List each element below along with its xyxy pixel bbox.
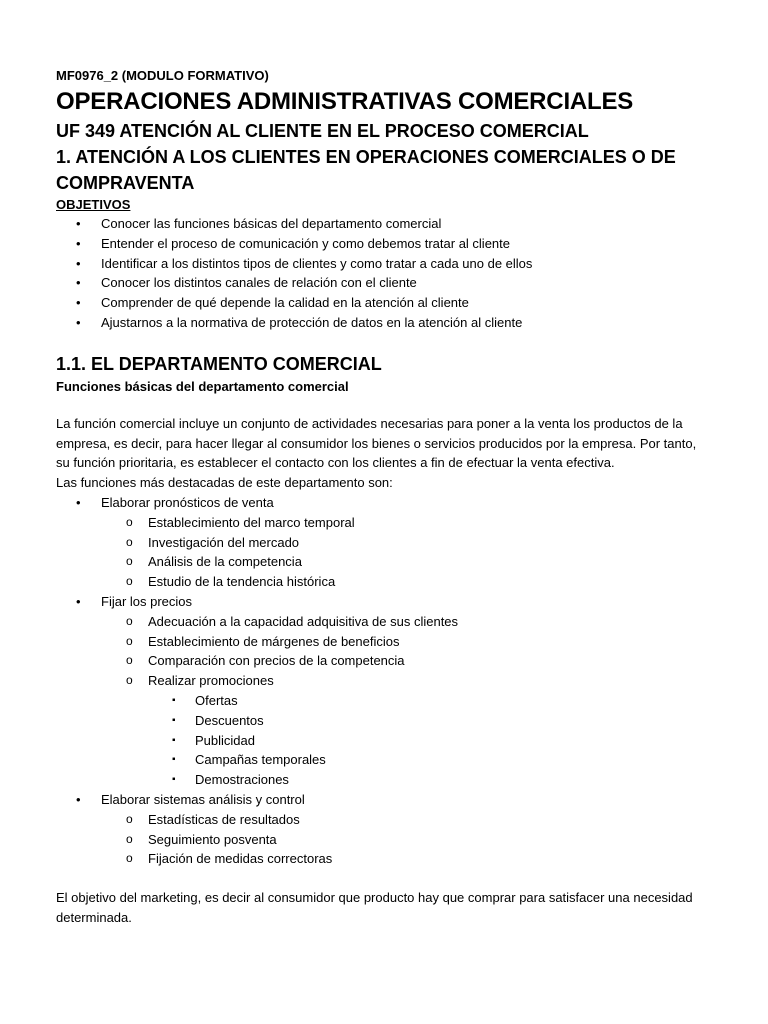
circle-bullet-icon: o <box>126 831 133 846</box>
circle-bullet-icon: o <box>126 534 133 549</box>
closing-paragraph: El objetivo del marketing, es decir al consumidor que producto hay que comprar para satisfacer una necesidad determinada. <box>56 890 693 925</box>
circle-bullet-icon: o <box>126 574 133 589</box>
circle-bullet-icon: o <box>126 653 133 668</box>
objective-item: • Conocer las funciones básicas del departamento comercial <box>56 214 712 234</box>
bullet-icon: • <box>76 314 81 330</box>
function-sublist <box>101 810 712 869</box>
square-bullet-icon: ▪ <box>172 774 176 786</box>
intro-paragraph: La función comercial incluye un conjunto de actividades necesarias para poner a la venta los productos de la empresa, es decir, para hacer llegar al consumidor los bienes o servicios producidos por la empresa. Por tanto, su función prioritaria, es establecer el contacto con los clientes a fin de efectuar la venta efectiva. <box>56 415 697 471</box>
function-sublist <box>101 612 712 790</box>
sub-item: o Estudio de la tendencia histórica <box>56 572 712 592</box>
square-bullet-icon: ▪ <box>172 734 176 746</box>
functions-lead: Las funciones más destacadas de este departamento son: <box>56 475 393 491</box>
function-item: • Fijar los precios o Adecuación a la capacidad adquisitiva de sus clientes o Establecimiento de márgenes de beneficios o Comparación con precios de la competencia o Realizar promociones ▪ Ofertas ▪ Descuentos ▪ Publicidad ▪ Campañas temporales ▪ Demostraciones <box>56 592 712 790</box>
objective-item: • Entender el proceso de comunicación y como debemos tratar al cliente <box>56 234 712 254</box>
bullet-icon: • <box>76 593 81 609</box>
function-item: • Elaborar pronósticos de venta o Establecimiento del marco temporal o Investigación del mercado o Análisis de la competencia o Estudio de la tendencia histórica <box>56 493 712 592</box>
objective-item: • Conocer los distintos canales de relación con el cliente <box>56 273 712 293</box>
sub-item: o Análisis de la competencia <box>56 552 712 572</box>
sub-item: o Adecuación a la capacidad adquisitiva de sus clientes <box>56 612 712 632</box>
sub-item: o Investigación del mercado <box>56 533 712 553</box>
circle-bullet-icon: o <box>126 811 133 826</box>
square-bullet-icon: ▪ <box>172 714 176 726</box>
sub-item: o Establecimiento de márgenes de beneficios <box>56 632 712 652</box>
circle-bullet-icon: o <box>126 851 133 866</box>
bullet-icon: • <box>76 275 81 291</box>
sub-item: o Fijación de medidas correctoras <box>56 849 712 869</box>
square-bullet-icon: ▪ <box>172 754 176 766</box>
bullet-icon: • <box>76 791 81 807</box>
promotion-item: ▪ Campañas temporales <box>56 750 712 770</box>
function-sublist <box>101 513 712 592</box>
promotion-item: ▪ Ofertas <box>56 691 712 711</box>
functions-list <box>56 493 712 869</box>
circle-bullet-icon: o <box>126 633 133 648</box>
sub-item: o Estadísticas de resultados <box>56 810 712 830</box>
sub-item: o Establecimiento del marco temporal <box>56 513 712 533</box>
promotion-item: ▪ Descuentos <box>56 711 712 731</box>
section-title: 1.1. EL DEPARTAMENTO COMERCIAL <box>56 353 382 374</box>
objective-item: • Comprender de qué depende la calidad en la atención al cliente <box>56 293 712 313</box>
module-code: MF0976_2 (MODULO FORMATIVO) <box>56 68 269 83</box>
promotion-item: ▪ Demostraciones <box>56 770 712 790</box>
bullet-icon: • <box>76 255 81 271</box>
objectives-label: OBJETIVOS <box>56 197 131 212</box>
sub-item: o Comparación con precios de la competencia <box>56 651 712 671</box>
bullet-icon: • <box>76 235 81 251</box>
unit-title: UF 349 ATENCIÓN AL CLIENTE EN EL PROCESO COMERCIAL <box>56 121 589 141</box>
bullet-icon: • <box>76 216 81 231</box>
objective-item: • Identificar a los distintos tipos de clientes y como tratar a cada uno de ellos <box>56 254 712 274</box>
circle-bullet-icon: o <box>126 554 133 569</box>
section-subtitle: Funciones básicas del departamento comercial <box>56 378 349 394</box>
sub-item: o Seguimiento posventa <box>56 830 712 850</box>
objectives-list <box>56 214 712 333</box>
circle-bullet-icon: o <box>126 514 133 529</box>
promotion-item: ▪ Publicidad <box>56 731 712 751</box>
chapter-title: 1. ATENCIÓN A LOS CLIENTES EN OPERACIONES COMERCIALES O DE COMPRAVENTA <box>56 147 676 193</box>
bullet-icon: • <box>76 295 81 311</box>
objective-item: • Ajustarnos a la normativa de protección de datos en la atención al cliente <box>56 313 712 333</box>
bullet-icon: • <box>76 494 81 510</box>
circle-bullet-icon: o <box>126 613 133 628</box>
sub-item: o Realizar promociones ▪ Ofertas ▪ Descuentos ▪ Publicidad ▪ Campañas temporales ▪ Demostraciones <box>56 671 712 790</box>
document-title: OPERACIONES ADMINISTRATIVAS COMERCIALES <box>56 88 634 115</box>
function-item: • Elaborar sistemas análisis y control o Estadísticas de resultados o Seguimiento posventa o Fijación de medidas correctoras <box>56 790 712 869</box>
promotions-list <box>148 691 712 790</box>
square-bullet-icon: ▪ <box>172 694 176 706</box>
circle-bullet-icon: o <box>126 673 133 688</box>
